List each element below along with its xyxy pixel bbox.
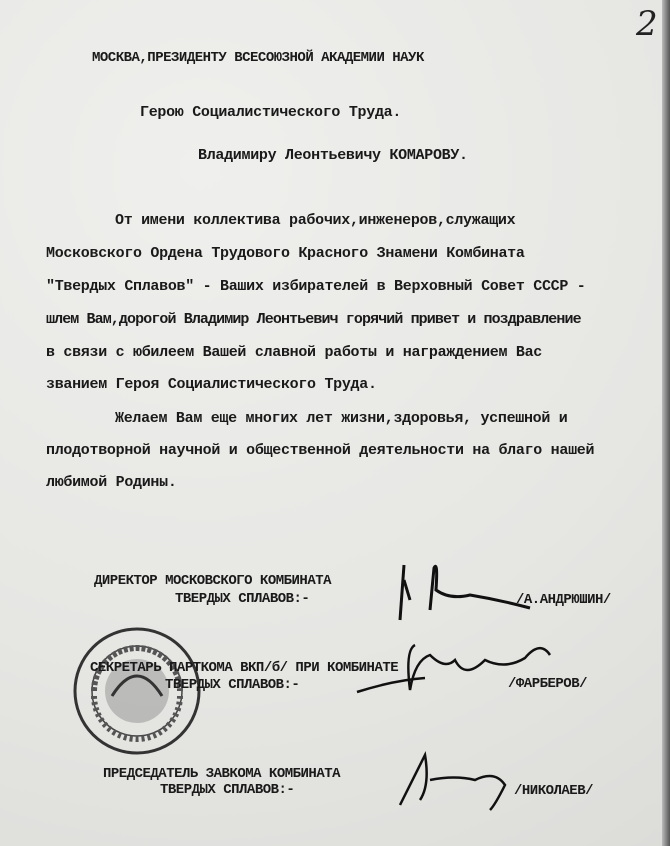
body-line: От имени коллектива рабочих,инженеров,служащих: [115, 212, 516, 229]
signatory-title: ТВЕРДЫХ СПЛАВОВ:-: [175, 591, 310, 607]
signatory-title: ПРЕДСЕДАТЕЛЬ ЗАВКОМА КОМБИНАТА: [103, 766, 341, 782]
handwritten-signature: [395, 745, 520, 815]
body-line: Желаем Вам еще многих лет жизни,здоровья, успешной и: [115, 410, 568, 427]
signatory-title: ТВЕРДЫХ СПЛАВОВ:-: [165, 677, 300, 693]
address-line-2: Герою Социалистического Труда.: [140, 104, 402, 121]
body-line: любимой Родины.: [46, 474, 177, 491]
address-line-3: Владимиру Леонтьевичу КОМАРОВУ.: [198, 147, 468, 164]
body-line: Московского Ордена Трудового Красного Знамени Комбината: [46, 245, 525, 262]
body-line: "Твердых Сплавов" - Ваших избирателей в Верховный Совет СССР -: [46, 278, 586, 295]
signatory-title: ДИРЕКТОР МОСКОВСКОГО КОМБИНАТА: [94, 573, 332, 589]
body-line: званием Героя Социалистического Труда.: [46, 376, 377, 393]
signatory-title: ТВЕРДЫХ СПЛАВОВ:-: [160, 782, 295, 798]
body-line: в связи с юбилеем Вашей славной работы и награждением Вас: [46, 344, 542, 361]
page-number: 2: [636, 4, 658, 44]
body-line: шлем Вам,дорогой Владимир Леонтьевич горячий привет и поздравление: [46, 311, 581, 328]
signatory-name: /А.АНДРЮШИН/: [516, 592, 611, 608]
body-line: плодотворной научной и общественной деятельности на благо нашей: [46, 442, 595, 459]
address-line-1: МОСКВА,ПРЕЗИДЕНТУ ВСЕСОЮЗНОЙ АКАДЕМИИ НАУК: [92, 50, 424, 66]
signatory-name: /НИКОЛАЕВ/: [514, 783, 594, 799]
scan-edge: [662, 0, 670, 846]
signatory-title: СЕКРЕТАРЬ ПАРТКОМА ВКП/б/ ПРИ КОМБИНАТЕ: [90, 660, 399, 676]
signatory-name: /ФАРБЕРОВ/: [508, 676, 588, 692]
